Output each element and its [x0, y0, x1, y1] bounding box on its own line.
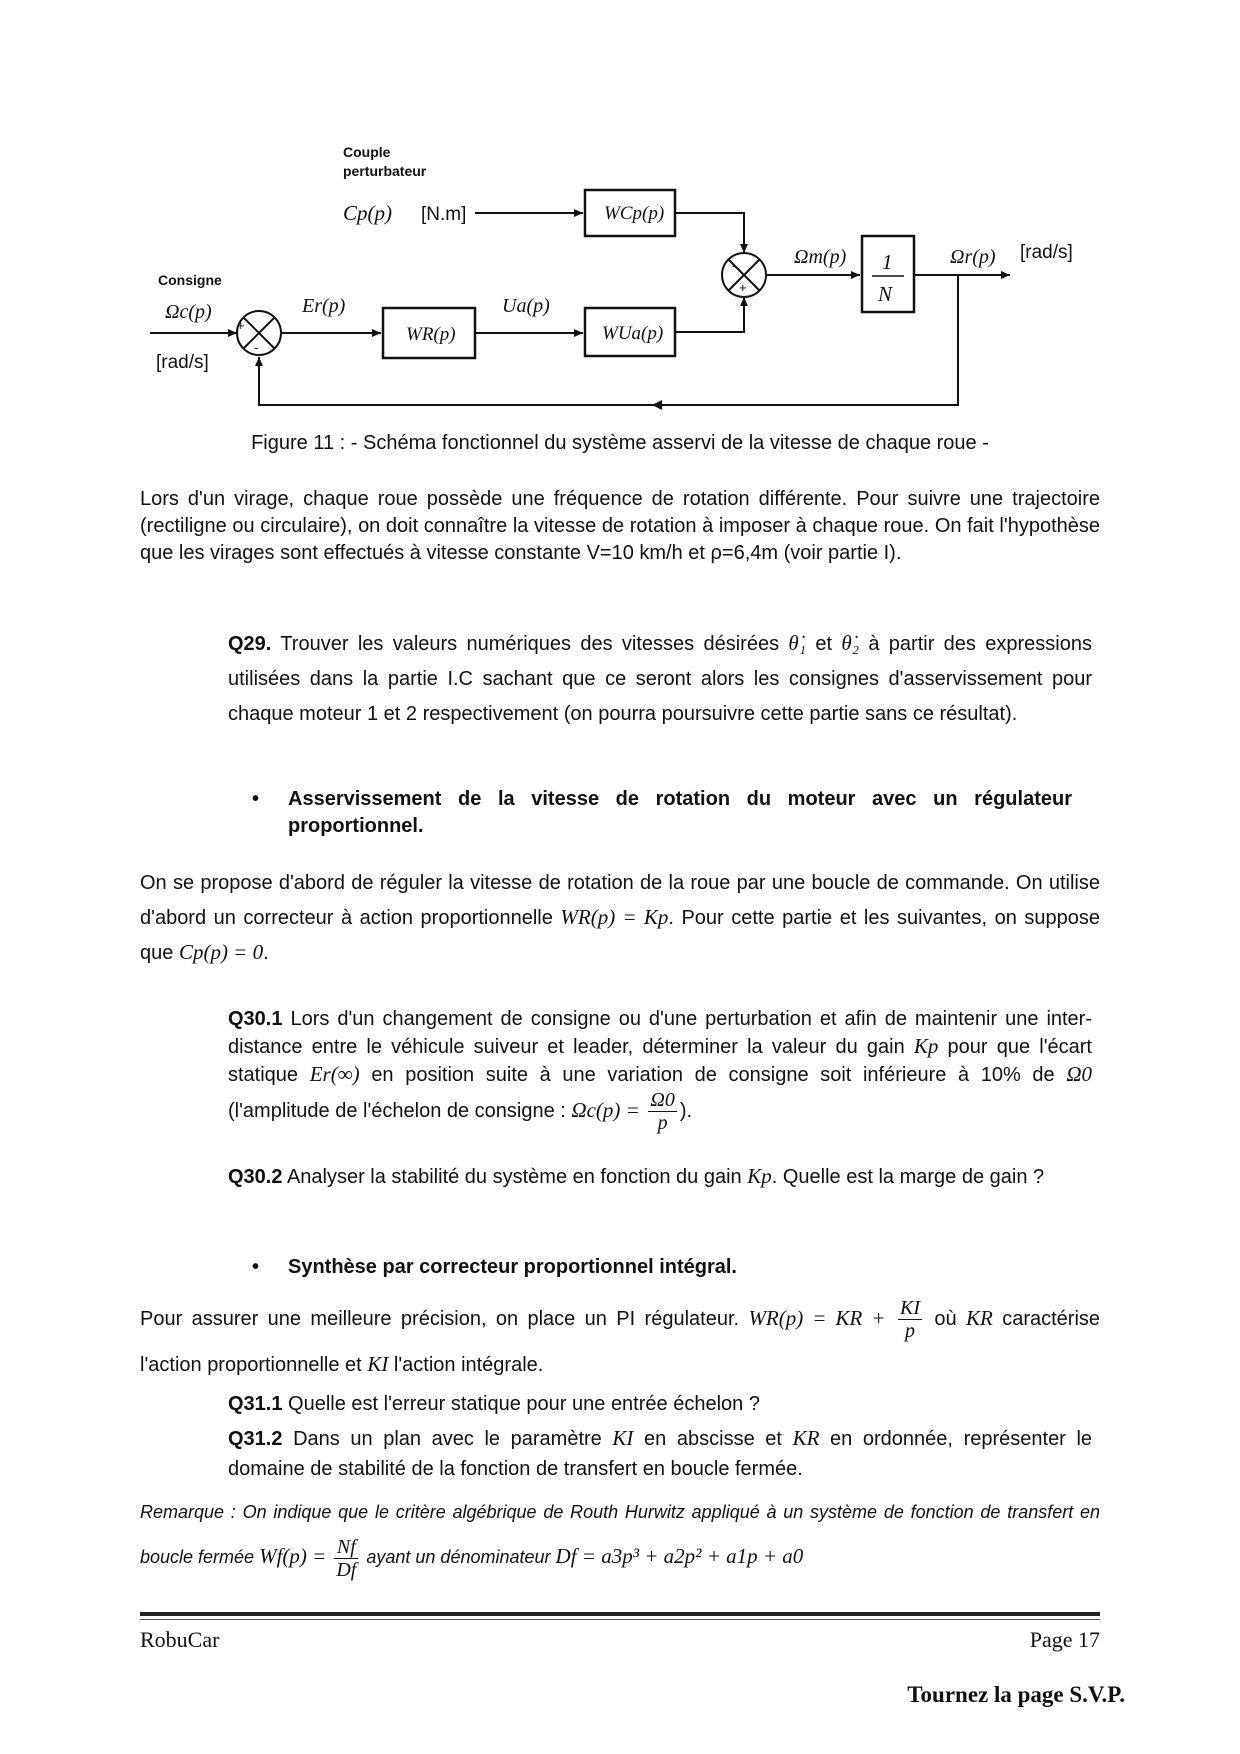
junction1-minus-sign: -	[254, 340, 259, 355]
remark-fraction	[334, 1536, 358, 1581]
para3-text-b: caractérise l'action proportionnelle et	[140, 1308, 1101, 1377]
block-diagram	[0, 0, 1240, 420]
omega-c-unit: [rad/s]	[156, 352, 209, 373]
cp-unit: [N.m]	[421, 204, 467, 225]
remark-paragraph	[140, 1490, 1100, 1581]
proportional-paragraph	[140, 866, 1100, 970]
disturbance-label-line2: perturbateur	[343, 163, 427, 179]
question-q30-2	[228, 1160, 1092, 1194]
para3-eq-lhs: WR(p) = KR +	[748, 1306, 886, 1330]
q31-2-ki: KI	[612, 1426, 634, 1450]
ua-signal-label: Ua(p)	[502, 295, 550, 317]
q30-1-text-e: ).	[679, 1099, 693, 1122]
q29-text-a: Trouver les valeurs numériques des vitesses désirées	[280, 633, 780, 655]
q30-2-text-a: Analyser la stabilité du système en fonction du gain	[286, 1166, 742, 1188]
q30-1-fraction	[648, 1089, 676, 1134]
q29-theta2: θ̇₂	[841, 631, 860, 655]
wcp-output-line	[675, 213, 744, 253]
para3-fraction	[898, 1297, 922, 1342]
omega-c-label: Ωc(p)	[165, 301, 212, 323]
wr-block-label: WR(p)	[406, 324, 456, 345]
para3-text-c: l'action intégrale.	[393, 1354, 544, 1377]
q30-1-text-b: pour que l'écart statique	[228, 1036, 1092, 1086]
para3-kr: KR	[965, 1306, 993, 1330]
q30-2-text-b: . Quelle est la marge de gain ?	[771, 1166, 1045, 1188]
q30-1-frac-num: Ω0	[650, 1089, 675, 1111]
omega-r-label: Ωr(p)	[950, 246, 996, 268]
remark-wf: Wf(p) =	[259, 1544, 327, 1568]
omega-r-unit: [rad/s]	[1020, 242, 1073, 263]
q31-2-label: Q31.2	[228, 1428, 283, 1450]
footer-rule	[140, 1612, 1100, 1616]
q31-2-text-a: Dans un plan avec le paramètre	[293, 1428, 602, 1450]
bullet1-marker: •	[252, 788, 260, 810]
bullet1-text: Asservissement de la vitesse de rotation du moteur avec un régulateur proportionnel.	[288, 788, 1072, 837]
q31-1-text: Quelle est l'erreur statique pour une entrée échelon ?	[288, 1393, 760, 1415]
remark-frac-den: Df	[336, 1558, 357, 1581]
junction2-plus-sign: +	[739, 280, 747, 295]
q30-1-label: Q30.1	[228, 1008, 283, 1030]
turn-page-note: Tournez la page S.V.P.	[907, 1682, 1125, 1707]
feedback-direction-arrow	[652, 400, 662, 410]
para2-text-c: .	[263, 942, 269, 964]
para2-text-b: . Pour cette partie et les suivantes, on suppose que	[140, 907, 1100, 964]
q30-1-text-c: en position suite à une variation de consigne soit inférieure à 10% de	[371, 1064, 1055, 1086]
para2-eq-wr: WR(p) = Kp	[560, 905, 669, 929]
remark-df: Df = a3p³ + a2p² + a1p + a0	[555, 1544, 804, 1568]
junction2-minus-sign: -	[732, 258, 737, 273]
q30-1-text-a: Lors d'un changement de consigne ou d'une perturbation et afin de maintenir une inter-distance entre le véhicule suiveur et leader, déterminer la valeur du gain	[228, 1008, 1093, 1058]
para2-text-a: On se propose d'abord de réguler la vitesse de rotation de la roue par une boucle de commande. On utilise d'abord un correcteur à action proportionnelle	[140, 872, 1100, 929]
intro-paragraph	[140, 486, 1100, 567]
q30-2-kp: Kp	[747, 1164, 772, 1188]
gear-ratio-denominator: N	[878, 282, 893, 306]
omega-m-label: Ωm(p)	[794, 246, 847, 268]
para3-text-a: Pour assurer une meilleure précision, on place un PI régulateur.	[140, 1308, 740, 1330]
bullet-proportional	[252, 786, 1072, 840]
question-q30-1	[228, 1006, 1092, 1134]
q30-1-eq-lhs: Ωc(p) =	[571, 1097, 640, 1122]
disturbance-label-line1: Couple	[343, 144, 391, 160]
pi-paragraph	[140, 1296, 1100, 1387]
q29-label: Q29.	[228, 633, 272, 655]
q30-1-kp: Kp	[913, 1034, 939, 1058]
wua-output-line	[675, 297, 744, 332]
question-q29	[228, 626, 1092, 732]
junction1-plus-sign: +	[237, 318, 245, 333]
q30-1-text-d: (l'amplitude de l'échelon de consigne :	[228, 1099, 566, 1122]
intro-text: Lors d'un virage, chaque roue possède une fréquence de rotation différente. Pour suivre une trajectoire (rectiligne ou circulaire), on doit connaître la vitesse de rotation à imposer à chaque roue. On fait l'hypothèse que les virages sont effectués à vitesse constante V=10 km/h et ρ=6,4m (voir partie I).	[140, 488, 1100, 564]
cp-input-label: Cp(p)	[343, 201, 392, 225]
gear-ratio-numerator: 1	[882, 250, 893, 274]
setpoint-label: Consigne	[158, 272, 222, 288]
question-q31-2	[228, 1423, 1092, 1484]
q30-1-er-inf: Er(∞)	[309, 1062, 360, 1086]
q31-2-kr: KR	[792, 1426, 820, 1450]
para3-frac-num: KI	[899, 1297, 920, 1320]
q31-2-text-c: en ordonnée, représenter le domaine de stabilité de la fonction de transfert en boucle fermée.	[228, 1428, 1093, 1480]
q29-text-b: à partir des expressions utilisées dans la partie I.C sachant que ce seront alors les consignes d'asservissement pour chaque moteur 1 et 2 respectivement (on pourra poursuivre cette partie sans ce résultat).	[228, 633, 1092, 725]
footer-rule-thin	[140, 1619, 1100, 1620]
q30-1-frac-den: p	[657, 1112, 668, 1134]
remark-text-b: ayant un dénominateur	[366, 1547, 551, 1567]
q30-2-label: Q30.2	[228, 1166, 283, 1188]
q31-2-text-b: en abscisse et	[644, 1428, 782, 1450]
remark-text-a: Remarque : On indique que le critère algébrique de Routh Hurwitz appliqué à un système de fonction de transfert en boucle fermée	[140, 1502, 1100, 1567]
question-q31-1	[228, 1391, 1092, 1418]
error-signal-label: Er(p)	[302, 295, 346, 317]
q30-1-omega0: Ω0	[1066, 1062, 1092, 1086]
page-number: Page 17	[1029, 1627, 1100, 1652]
para3-ki: KI	[367, 1352, 389, 1377]
para2-eq-cp: Cp(p) = 0	[178, 940, 264, 964]
figure-caption: Figure 11 : - Schéma fonctionnel du système asservi de la vitesse de chaque roue -	[251, 432, 989, 454]
wua-block-label: WUa(p)	[602, 323, 664, 344]
q29-theta1: θ̇₁	[788, 631, 807, 655]
bullet2-marker: •	[252, 1256, 260, 1278]
para3-frac-den: p	[904, 1320, 915, 1343]
bullet-pi	[252, 1254, 1072, 1281]
bullet2-text: Synthèse par correcteur proportionnel intégral.	[288, 1256, 737, 1278]
wcp-block-label: WCp(p)	[604, 203, 665, 224]
para3-ou: où	[934, 1308, 957, 1330]
q29-et: et	[815, 633, 833, 655]
remark-frac-num: Nf	[334, 1536, 358, 1559]
q31-1-label: Q31.1	[228, 1393, 283, 1415]
footer-title: RobuCar	[140, 1627, 220, 1652]
